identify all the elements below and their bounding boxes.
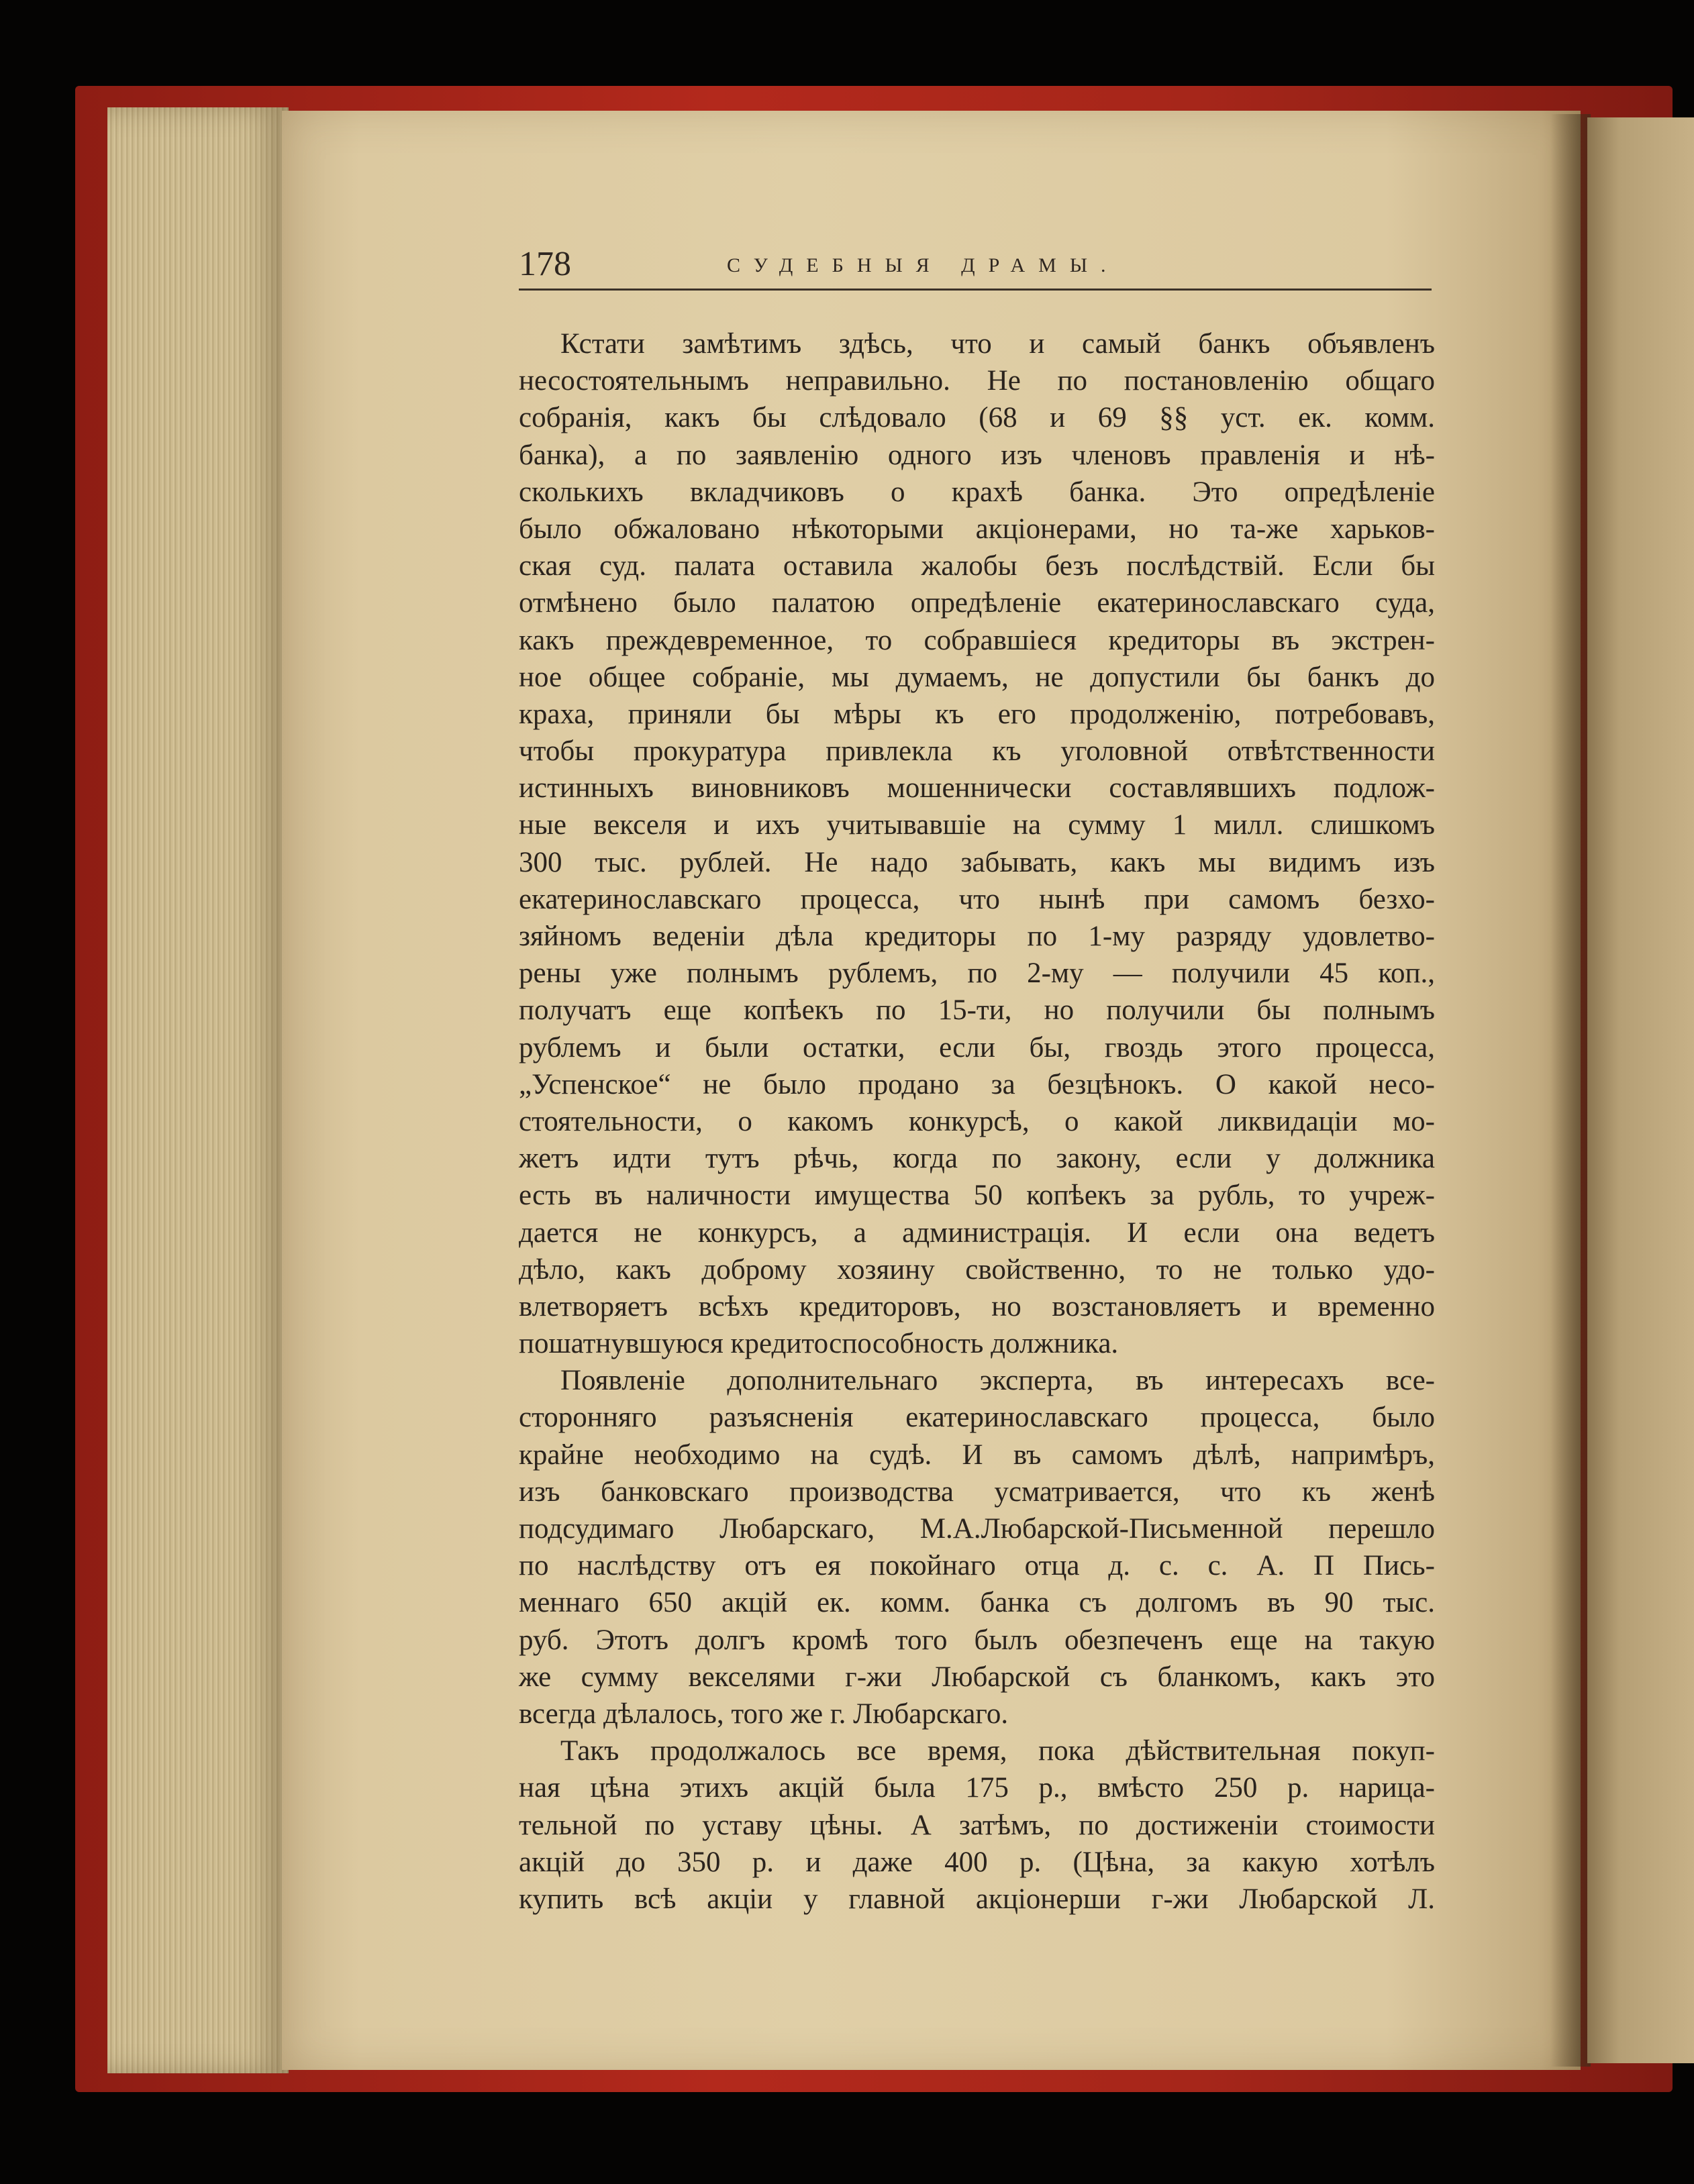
text-line: „Успенское“ не было продано за безцѣнокъ. О какой несо-: [519, 1068, 1435, 1100]
text-line: ное общее собраніе, мы думаемъ, не допустили бы банкъ до: [519, 661, 1435, 693]
text-line: рены уже полнымъ рублемъ, по 2-му — получили 45 коп.,: [519, 957, 1435, 990]
text-line: по наслѣдству отъ ея покойнаго отца д. с. с. А. П Пись-: [519, 1550, 1435, 1582]
text-line: Появленіе дополнительнаго эксперта, въ интересахъ все-: [560, 1365, 1435, 1397]
text-line: дается не конкурсъ, а администрація. И если она ведетъ: [519, 1216, 1435, 1249]
text-line: истинныхъ виновниковъ мошеннически составлявшихъ подлож-: [519, 772, 1435, 804]
text-line: ные векселя и ихъ учитывавшіе на сумму 1 милл. слишкомъ: [519, 809, 1435, 841]
text-line: банка), а по заявленію одного изъ членовъ правленія и нѣ-: [519, 439, 1435, 471]
text-line: Такъ продолжалось все время, пока дѣйствительная покуп-: [560, 1735, 1435, 1767]
text-line: есть въ наличности имущества 50 копѣекъ за рубль, то учреж-: [519, 1180, 1435, 1212]
text-line: Кстати замѣтимъ здѣсь, что и самый банкъ объявленъ: [560, 328, 1435, 360]
gutter-shadow: [1550, 114, 1591, 2067]
text-line: отмѣнено было палатою опредѣленіе екатеринославскаго суда,: [519, 587, 1435, 619]
text-line: меннаго 650 акцій ек. комм. банка съ долгомъ въ 90 тыс.: [519, 1587, 1435, 1619]
text-line: 300 тыс. рублей. Не надо забывать, какъ мы видимъ изъ: [519, 846, 1435, 878]
text-line: всегда дѣлалось, того же г. Любарскаго.: [519, 1698, 1009, 1730]
text-line: руб. Этотъ долгъ кромѣ того былъ обезпеченъ еще на такую: [519, 1624, 1435, 1656]
text-line: стоятельности, о какомъ конкурсѣ, о какой ликвидаціи мо-: [519, 1105, 1435, 1137]
body-text: [519, 325, 1435, 1918]
text-line: ная цѣна этихъ акцій была 175 р., вмѣсто 250 р. нарица-: [519, 1772, 1435, 1804]
text-line: екатеринославскаго процесса, что нынѣ при самомъ безхо-: [519, 883, 1435, 915]
page-header: [519, 242, 1432, 291]
text-line: несостоятельнымъ неправильно. Не по постановленію общаго: [519, 365, 1435, 397]
page-number: 178: [519, 245, 571, 283]
text-line: собранія, какъ бы слѣдовало (68 и 69 §§ уст. ек. комм.: [519, 402, 1435, 434]
text-line: дѣло, какъ доброму хозяину свойственно, то не только удо-: [519, 1253, 1435, 1286]
text-line: какъ преждевременное, то собравшіеся кредиторы въ экстрен-: [519, 624, 1435, 656]
text-line: жетъ идти тутъ рѣчь, когда по закону, если у должника: [519, 1143, 1435, 1175]
text-line: тельной по уставу цѣны. А затѣмъ, по достиженіи стоимости: [519, 1809, 1435, 1841]
text-line: получатъ еще копѣекъ по 15-ти, но получили бы полнымъ: [519, 994, 1435, 1027]
text-line: сколькихъ вкладчиковъ о крахѣ банка. Это опредѣленіе: [519, 476, 1435, 508]
text-line: купить всѣ акціи у главной акціонерши г-жи Любарской Л.: [519, 1883, 1435, 1915]
text-line: же сумму векселями г-жи Любарской съ бланкомъ, какъ это: [519, 1661, 1435, 1693]
text-line: краха, приняли бы мѣры къ его продолженію, потребовавъ,: [519, 698, 1435, 730]
running-head: СУДЕБНЫЯ ДРАМЫ.: [727, 254, 1119, 276]
text-line: рублемъ и были остатки, если бы, гвоздь этого процесса,: [519, 1031, 1435, 1063]
text-line: было обжаловано нѣкоторыми акціонерами, но та-же харьков-: [519, 513, 1435, 545]
text-line: изъ банковскаго производства усматривается, что къ женѣ: [519, 1475, 1435, 1508]
text-line: подсудимаго Любарскаго, М.А.Любарской-Письменной перешло: [519, 1513, 1435, 1545]
text-line: сторонняго разъясненія екатеринославскаго процесса, было: [519, 1402, 1435, 1434]
facing-page: [1587, 117, 1694, 2063]
text-line: чтобы прокуратура привлекла къ уголовной отвѣтственности: [519, 735, 1435, 768]
text-line: пошатнувшуюся кредитоспособность должника.: [519, 1328, 1119, 1360]
text-line: крайне необходимо на судѣ. И въ самомъ дѣлѣ, напримѣръ,: [519, 1439, 1435, 1471]
text-line: акцій до 350 р. и даже 400 р. (Цѣна, за какую хотѣлъ: [519, 1846, 1435, 1878]
page-edges: [107, 107, 289, 2073]
text-line: влетворяетъ всѣхъ кредиторовъ, но возстановляетъ и временно: [519, 1290, 1435, 1322]
text-line: зяйномъ веденіи дѣла кредиторы по 1-му разряду удовлетво-: [519, 921, 1435, 952]
text-line: ская суд. палата оставила жалобы безъ послѣдствій. Если бы: [519, 550, 1435, 582]
